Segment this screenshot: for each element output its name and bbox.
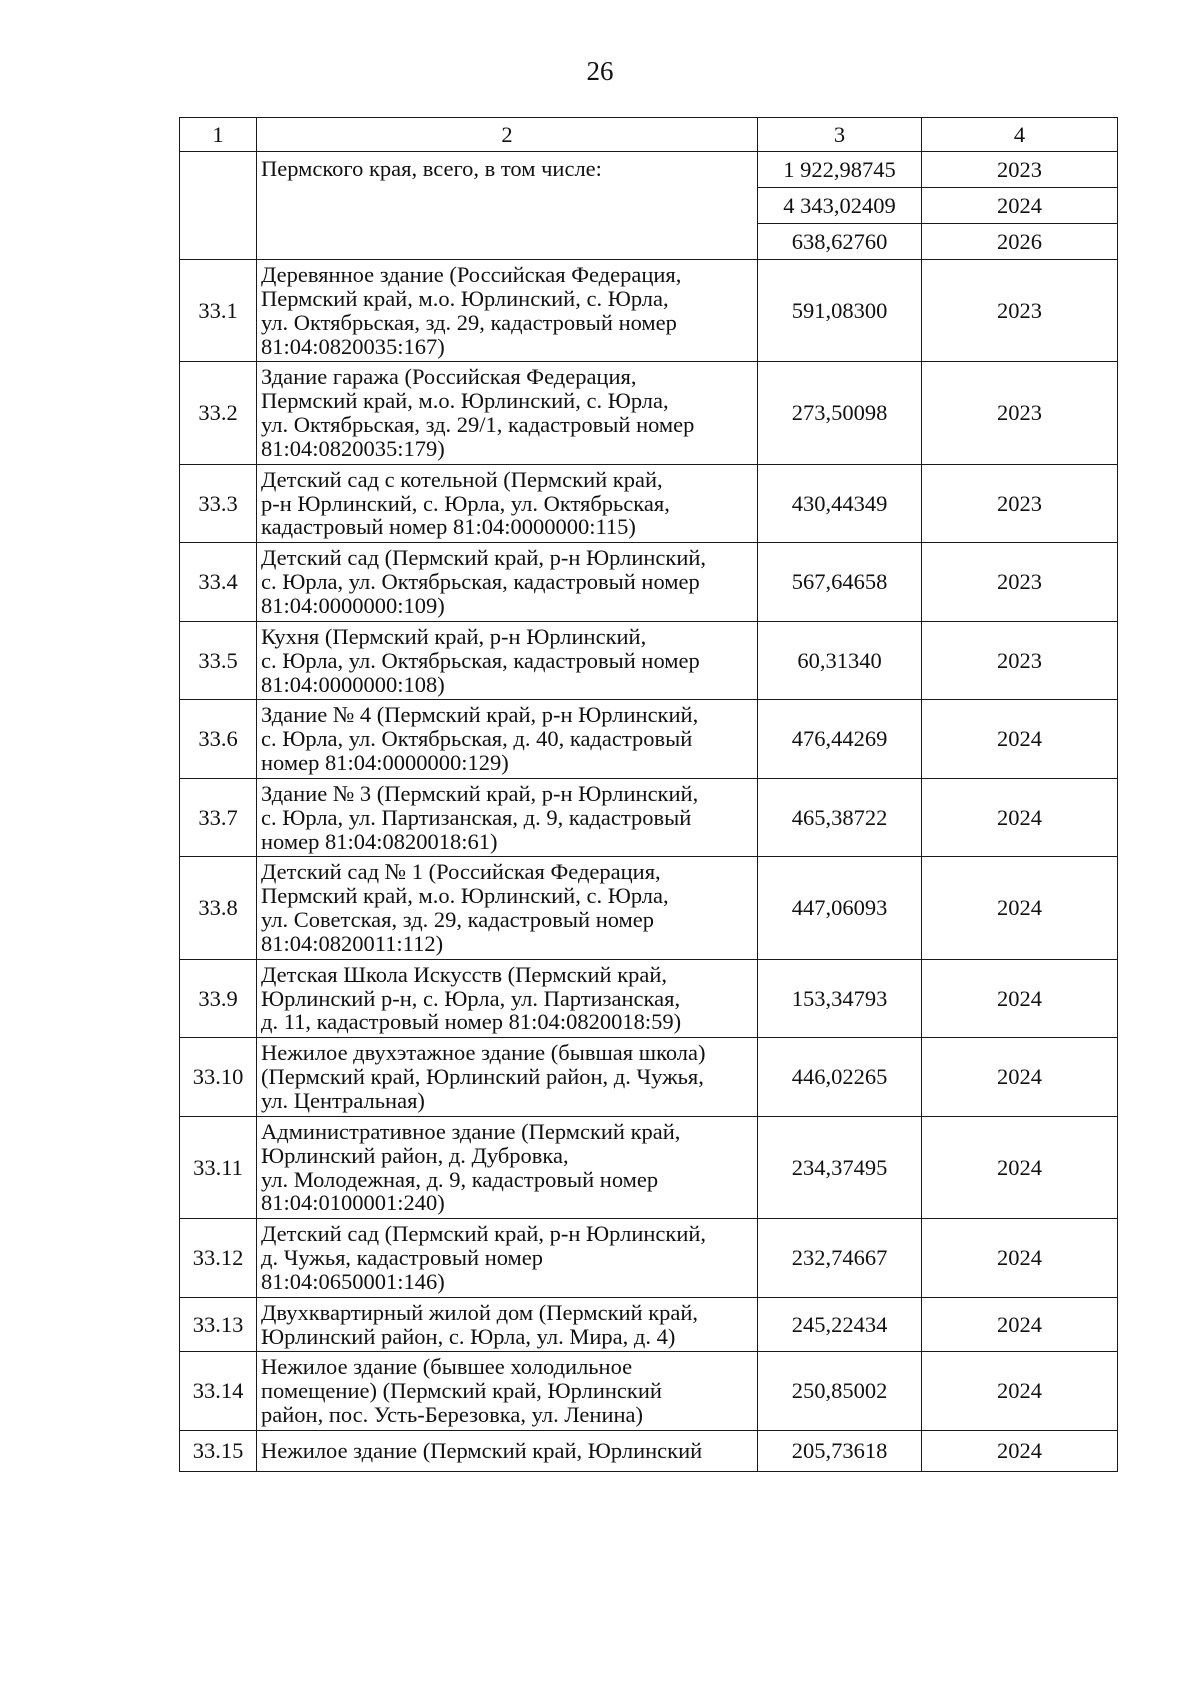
table-row bbox=[180, 1116, 1118, 1218]
row-description bbox=[257, 621, 758, 700]
description-line: Нежилое здание (бывшее холодильное bbox=[261, 1354, 633, 1380]
row-amount: 60,31340 bbox=[758, 621, 922, 700]
description-line: Юрлинский р-н, с. Юрла, ул. Партизанская, bbox=[261, 985, 681, 1011]
description-line: номер 81:04:0820018:61) bbox=[261, 828, 498, 854]
row-year: 2023 bbox=[922, 621, 1118, 700]
row-description bbox=[257, 1430, 758, 1471]
row-year: 2023 bbox=[922, 543, 1118, 622]
table-row bbox=[180, 1297, 1118, 1352]
row-description bbox=[257, 543, 758, 622]
description-line: 81:04:0650001:146) bbox=[261, 1268, 445, 1294]
header-col-4: 4 bbox=[922, 118, 1118, 152]
row-description bbox=[257, 778, 758, 857]
row-year: 2023 bbox=[922, 464, 1118, 543]
description-line: Здание гаража (Российская Федерация, bbox=[261, 364, 637, 390]
table-row bbox=[180, 362, 1118, 464]
table-row bbox=[180, 1430, 1118, 1471]
row-number: 33.14 bbox=[180, 1352, 257, 1431]
summary-amount: 4 343,02409 bbox=[758, 188, 922, 224]
description-line: Детский сад с котельной (Пермский край, bbox=[261, 466, 663, 492]
row-number: 33.12 bbox=[180, 1219, 257, 1298]
description-line: 81:04:0820035:167) bbox=[261, 333, 445, 359]
row-amount: 465,38722 bbox=[758, 778, 922, 857]
row-year: 2023 bbox=[922, 362, 1118, 464]
description-line: Здание № 3 (Пермский край, р-н Юрлинский, bbox=[261, 780, 699, 806]
description-line: район, пос. Усть-Березовка, ул. Ленина) bbox=[261, 1402, 644, 1428]
row-year: 2024 bbox=[922, 1116, 1118, 1218]
summary-year: 2024 bbox=[922, 188, 1118, 224]
description-line: ул. Центральная) bbox=[261, 1088, 425, 1113]
description-line: (Пермский край, Юрлинский район, д. Чужья, bbox=[261, 1064, 704, 1090]
row-number: 33.7 bbox=[180, 778, 257, 857]
row-year: 2024 bbox=[922, 857, 1118, 959]
description-line: Пермский край, м.о. Юрлинский, с. Юрла, bbox=[261, 883, 669, 909]
row-amount: 232,74667 bbox=[758, 1219, 922, 1298]
row-amount: 234,37495 bbox=[758, 1116, 922, 1218]
description-line: 81:04:0820035:179) bbox=[261, 435, 445, 461]
description-line: Деревянное здание (Российская Федерация, bbox=[261, 262, 682, 287]
row-description bbox=[257, 959, 758, 1038]
row-description bbox=[257, 362, 758, 464]
description-line: Двухквартирный жилой дом (Пермский край, bbox=[261, 1299, 699, 1325]
row-number: 33.5 bbox=[180, 621, 257, 700]
description-line: с. Юрла, ул. Октябрьская, кадастровый номер bbox=[261, 647, 700, 673]
table-row bbox=[180, 621, 1118, 700]
description-line: ул. Октябрьская, зд. 29/1, кадастровый номер bbox=[261, 412, 695, 438]
description-line: Нежилое двухэтажное здание (бывшая школа) bbox=[261, 1040, 706, 1066]
row-description bbox=[257, 1219, 758, 1298]
table-row bbox=[180, 857, 1118, 959]
table-row bbox=[180, 778, 1118, 857]
row-year: 2024 bbox=[922, 1352, 1118, 1431]
row-year: 2024 bbox=[922, 1297, 1118, 1352]
description-line: 81:04:0820011:112) bbox=[261, 930, 444, 956]
description-line: Юрлинский район, с. Юрла, ул. Мира, д. 4) bbox=[261, 1323, 676, 1349]
row-amount: 153,34793 bbox=[758, 959, 922, 1038]
row-number: 33.10 bbox=[180, 1038, 257, 1117]
description-line: р-н Юрлинский, с. Юрла, ул. Октябрьская, bbox=[261, 490, 670, 516]
table-row bbox=[180, 1038, 1118, 1117]
summary-year: 2026 bbox=[922, 224, 1118, 260]
description-line: 81:04:0000000:108) bbox=[261, 671, 445, 697]
row-number: 33.3 bbox=[180, 464, 257, 543]
description-line: Кухня (Пермский край, р-н Юрлинский, bbox=[261, 623, 647, 649]
row-year: 2024 bbox=[922, 1038, 1118, 1117]
row-amount: 205,73618 bbox=[758, 1430, 922, 1471]
table-row bbox=[180, 1352, 1118, 1431]
row-year: 2024 bbox=[922, 1219, 1118, 1298]
description-line: Юрлинский район, д. Дубровка, bbox=[261, 1142, 569, 1168]
header-row bbox=[180, 118, 1118, 152]
row-description bbox=[257, 260, 758, 362]
header-col-2: 2 bbox=[257, 118, 758, 152]
row-number: 33.11 bbox=[180, 1116, 257, 1218]
row-year: 2023 bbox=[922, 260, 1118, 362]
description-line: помещение) (Пермский край, Юрлинский bbox=[261, 1378, 662, 1404]
page-number: 26 bbox=[586, 56, 614, 86]
table-row bbox=[180, 543, 1118, 622]
row-year: 2024 bbox=[922, 959, 1118, 1038]
table-row bbox=[180, 700, 1118, 779]
table-row bbox=[180, 260, 1118, 362]
row-amount: 476,44269 bbox=[758, 700, 922, 779]
description-line: Административное здание (Пермский край, bbox=[261, 1118, 681, 1144]
row-description bbox=[257, 857, 758, 959]
row-amount: 250,85002 bbox=[758, 1352, 922, 1431]
row-description bbox=[257, 1038, 758, 1117]
row-year: 2024 bbox=[922, 778, 1118, 857]
description-line: д. Чужья, кадастровый номер bbox=[261, 1245, 544, 1271]
summary-amount: 638,62760 bbox=[758, 224, 922, 260]
description-line: номер 81:04:0000000:129) bbox=[261, 750, 509, 776]
row-number: 33.2 bbox=[180, 362, 257, 464]
summary-num-cell bbox=[180, 152, 257, 260]
description-line: Детская Школа Искусств (Пермский край, bbox=[261, 961, 668, 987]
description-line: ул. Молодежная, д. 9, кадастровый номер bbox=[261, 1166, 659, 1192]
description-line: д. 11, кадастровый номер 81:04:0820018:59) bbox=[261, 1009, 682, 1035]
description-line: Детский сад (Пермский край, р-н Юрлинский, bbox=[261, 545, 707, 571]
row-amount: 430,44349 bbox=[758, 464, 922, 543]
summary-amount: 1 922,98745 bbox=[758, 152, 922, 188]
row-amount: 245,22434 bbox=[758, 1297, 922, 1352]
description-line: кадастровый номер 81:04:0000000:115) bbox=[261, 514, 636, 540]
row-amount: 591,08300 bbox=[758, 260, 922, 362]
description-line: Нежилое здание (Пермский край, Юрлинский bbox=[261, 1438, 703, 1464]
row-description bbox=[257, 700, 758, 779]
row-number: 33.8 bbox=[180, 857, 257, 959]
row-number: 33.15 bbox=[180, 1430, 257, 1471]
table-row bbox=[180, 959, 1118, 1038]
description-line: Здание № 4 (Пермский край, р-н Юрлинский, bbox=[261, 702, 699, 728]
row-number: 33.6 bbox=[180, 700, 257, 779]
table-row bbox=[180, 464, 1118, 543]
description-line: Пермский край, м.о. Юрлинский, с. Юрла, bbox=[261, 285, 669, 311]
summary-text: Пермского края, всего, в том числе: bbox=[257, 152, 758, 260]
row-description bbox=[257, 1297, 758, 1352]
row-number: 33.4 bbox=[180, 543, 257, 622]
objects-table bbox=[179, 117, 1118, 1472]
row-year: 2024 bbox=[922, 1430, 1118, 1471]
description-line: Детский сад № 1 (Российская Федерация, bbox=[261, 859, 661, 885]
row-year: 2024 bbox=[922, 700, 1118, 779]
description-line: с. Юрла, ул. Октябрьская, кадастровый номер bbox=[261, 569, 700, 595]
description-line: 81:04:0100001:240) bbox=[261, 1190, 445, 1216]
row-description bbox=[257, 464, 758, 543]
summary-row bbox=[180, 152, 1118, 188]
description-line: ул. Октябрьская, зд. 29, кадастровый номер bbox=[261, 309, 677, 335]
row-amount: 447,06093 bbox=[758, 857, 922, 959]
description-line: с. Юрла, ул. Партизанская, д. 9, кадастровый bbox=[261, 804, 692, 830]
header-col-3: 3 bbox=[758, 118, 922, 152]
row-number: 33.1 bbox=[180, 260, 257, 362]
row-description bbox=[257, 1116, 758, 1218]
row-number: 33.13 bbox=[180, 1297, 257, 1352]
table-row bbox=[180, 1219, 1118, 1298]
row-number: 33.9 bbox=[180, 959, 257, 1038]
description-line: Пермский край, м.о. Юрлинский, с. Юрла, bbox=[261, 388, 669, 414]
row-amount: 273,50098 bbox=[758, 362, 922, 464]
row-amount: 446,02265 bbox=[758, 1038, 922, 1117]
row-amount: 567,64658 bbox=[758, 543, 922, 622]
row-description bbox=[257, 1352, 758, 1431]
summary-year: 2023 bbox=[922, 152, 1118, 188]
description-line: с. Юрла, ул. Октябрьская, д. 40, кадастровый bbox=[261, 726, 693, 752]
header-col-1: 1 bbox=[180, 118, 257, 152]
description-line: ул. Советская, зд. 29, кадастровый номер bbox=[261, 907, 655, 933]
description-line: 81:04:0000000:109) bbox=[261, 592, 445, 618]
description-line: Детский сад (Пермский край, р-н Юрлинский, bbox=[261, 1221, 707, 1247]
